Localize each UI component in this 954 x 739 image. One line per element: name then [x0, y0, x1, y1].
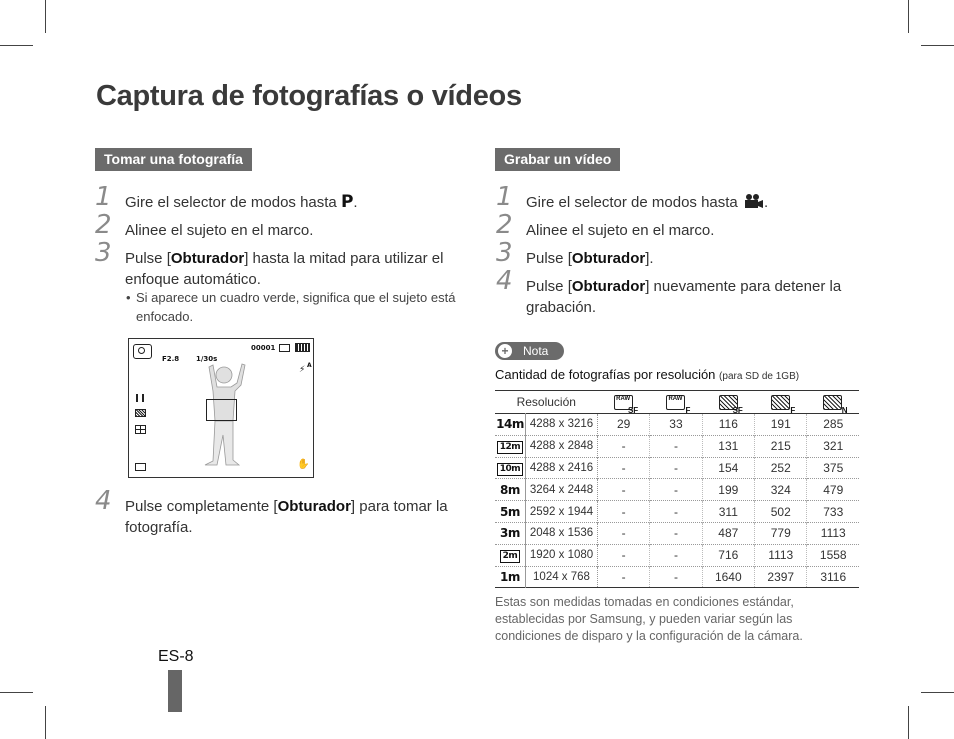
plus-icon: +: [498, 344, 512, 358]
photo-step-1: [95, 182, 455, 213]
photo-step-2: [95, 210, 455, 241]
photo-count: -: [650, 544, 702, 566]
resolution-size: 4288 x 2848: [525, 435, 597, 457]
battery-icon: [295, 343, 310, 352]
resolution-size: 2592 x 1944: [525, 501, 597, 523]
photo-count: -: [598, 544, 650, 566]
step-number: 2: [496, 210, 513, 240]
menu-icon: [135, 463, 146, 471]
table-row: [495, 457, 859, 479]
normal-icon: N: [823, 395, 842, 410]
video-step-1: [496, 182, 856, 213]
raw-fine-icon: RAW F: [668, 395, 691, 415]
photo-count: 191: [755, 414, 807, 436]
program-mode-icon: P: [340, 192, 354, 212]
photo-count: -: [650, 501, 702, 523]
photo-count: 502: [755, 501, 807, 523]
camera-mode-icon: [133, 344, 152, 359]
photo-step-4: [95, 486, 455, 538]
quality-header: [598, 391, 650, 414]
crop-mark: [45, 0, 46, 33]
resolution-header: Resolución: [516, 395, 576, 409]
table-row: [495, 544, 859, 566]
table-row: [495, 479, 859, 501]
photo-count: 479: [823, 482, 844, 497]
focus-frame: [206, 399, 237, 421]
table-row: [495, 566, 859, 588]
quality-header: [807, 391, 859, 414]
shutter-speed: 1/30s: [196, 355, 218, 363]
step-text: ] nuevamente para detener la grabación.: [526, 278, 842, 316]
crop-mark: [921, 692, 954, 693]
resolution-icon-cell: [495, 501, 525, 523]
photo-count: 154: [702, 457, 754, 479]
crop-mark: [0, 45, 33, 46]
photo-count: 1640: [702, 566, 754, 588]
resolution-12m-icon: 12m: [497, 441, 523, 454]
photo-count: 285: [823, 417, 844, 432]
resolution-5m-icon: 5m: [500, 504, 520, 519]
step-number: 1: [496, 182, 513, 212]
shutter-key: Obturador: [571, 250, 646, 267]
page-title: Captura de fotografías o vídeos: [96, 80, 522, 112]
table-row: [495, 501, 859, 523]
photo-count: 1558: [819, 548, 847, 563]
memory-card-icon: [279, 344, 290, 352]
shutter-key: Obturador: [277, 498, 351, 515]
resolution-14m-icon: 14m: [496, 417, 524, 432]
photo-count: 324: [755, 479, 807, 501]
photo-count: 131: [702, 435, 754, 457]
photo-count: -: [598, 566, 650, 588]
fine-icon: F: [771, 395, 790, 410]
photo-count: 487: [702, 522, 754, 544]
resolution-8m-icon: 8m: [500, 482, 520, 497]
photo-count: 29: [598, 414, 650, 436]
step-text: Pulse completamente [: [125, 498, 278, 515]
aperture-value: F2.8: [162, 355, 180, 363]
section-heading-video: Grabar un vídeo: [495, 148, 620, 171]
step-number: 3: [496, 238, 513, 268]
photo-count: 3116: [820, 569, 847, 584]
video-step-2: [496, 210, 856, 241]
resolution-3m-icon: 3m: [500, 526, 520, 541]
quality-header: [702, 391, 754, 414]
superfine-icon: SF: [719, 395, 738, 410]
table-row: [495, 414, 859, 436]
step-number: 1: [95, 182, 112, 212]
crop-mark: [45, 706, 46, 739]
crop-mark: [908, 706, 909, 739]
footnote: Estas son medidas tomadas en condiciones estándar, establecidas por Samsung, y pueden variar según las condiciones de disparo y la configuración de la cámara.: [495, 595, 803, 643]
step-text: Alinee el sujeto en el marco.: [125, 222, 314, 239]
step-text: Pulse [: [526, 250, 572, 267]
step-text: ] hasta la mitad para utilizar el enfoque automático.: [125, 250, 444, 288]
step-text: Pulse [: [526, 278, 572, 295]
section-heading-photo: Tomar una fotografía: [95, 148, 252, 171]
step-number: 4: [95, 486, 112, 516]
step-number: 3: [95, 238, 112, 268]
flash-icon: ⚡: [299, 365, 306, 375]
note-badge: [495, 342, 564, 360]
photo-count: -: [598, 479, 650, 501]
size-icon: [136, 394, 144, 402]
resolution-size: 1920 x 1080: [525, 544, 597, 566]
resolution-size: 2048 x 1536: [525, 522, 597, 544]
page-tab-bar: [168, 670, 182, 712]
crop-mark: [921, 45, 954, 46]
note-label: Nota: [523, 344, 549, 358]
photo-count: -: [650, 457, 702, 479]
step-text: ] para tomar la fotografía.: [125, 498, 448, 536]
quality-header: [755, 391, 807, 414]
photo-count: 116: [702, 414, 754, 436]
photo-count: 779: [755, 522, 807, 544]
photo-count: 33: [650, 414, 702, 436]
resolution-size: 4288 x 2416: [525, 457, 597, 479]
resolution-size: 1024 x 768: [525, 566, 597, 588]
table-caption: [495, 367, 799, 382]
photo-count: -: [650, 566, 702, 588]
focus-bullet: • Si aparece un cuadro verde, significa que el sujeto está enfocado.: [136, 288, 456, 326]
photo-count: -: [650, 522, 702, 544]
step-text: Gire el selector de modos hasta: [125, 194, 337, 211]
table-caption-note: (para SD de 1GB): [719, 371, 800, 382]
table-header-row: [495, 391, 859, 414]
resolution-icon-cell: [495, 566, 525, 588]
resolution-icon-cell: [495, 435, 525, 457]
step-text: Pulse [: [125, 250, 171, 267]
step-number: 4: [496, 266, 513, 296]
resolution-icon-cell: [495, 544, 525, 566]
step-text: Gire el selector de modos hasta: [526, 194, 738, 211]
flash-mode: A: [307, 362, 312, 369]
crop-mark: [0, 692, 33, 693]
photo-step-3: [95, 238, 457, 290]
step-number: 2: [95, 210, 112, 240]
photo-count: -: [650, 435, 702, 457]
resolution-2m-icon: 2m: [500, 550, 521, 563]
resolution-1m-icon: 1m: [500, 569, 520, 584]
resolution-icon-cell: [495, 479, 525, 501]
photo-count: 375: [823, 460, 844, 475]
photo-count: -: [598, 435, 650, 457]
shutter-key: Obturador: [571, 278, 646, 295]
shot-counter: 00001: [251, 344, 276, 352]
photo-count: 199: [702, 479, 754, 501]
camera-screen: [128, 338, 314, 478]
photo-count: -: [598, 522, 650, 544]
photo-count: -: [598, 457, 650, 479]
anti-shake-icon: ✋: [297, 459, 310, 470]
photo-count: 733: [823, 504, 844, 519]
resolution-icon-cell: [495, 522, 525, 544]
video-step-3: [496, 238, 856, 269]
page-number: ES-8: [158, 648, 194, 665]
step-text: Alinee el sujeto en el marco.: [526, 222, 715, 239]
photo-count: 1113: [820, 526, 846, 541]
table-row: [495, 435, 859, 457]
table-row: [495, 522, 859, 544]
shutter-key: Obturador: [170, 250, 245, 267]
video-step-4: [496, 266, 858, 318]
step-text: ].: [645, 250, 654, 267]
resolution-icon-cell: [495, 457, 525, 479]
photo-count: 2397: [755, 566, 807, 588]
raw-superfine-icon: RAW SF: [616, 395, 639, 415]
movie-camera-icon: [742, 193, 764, 209]
resolution-icon-cell: [495, 414, 525, 436]
photo-count: 215: [755, 435, 807, 457]
resolution-size: 4288 x 3216: [525, 414, 597, 436]
step-text-end: .: [353, 194, 358, 211]
photo-count: 1113: [755, 544, 807, 566]
step-text-end: .: [763, 194, 769, 211]
quality-header: [650, 391, 702, 414]
photo-count: -: [598, 501, 650, 523]
resolution-table: [495, 390, 859, 588]
resolution-size: 3264 x 2448: [525, 479, 597, 501]
resolution-10m-icon: 10m: [497, 463, 523, 476]
crop-mark: [908, 0, 909, 33]
table-caption-text: Cantidad de fotografías por resolución: [495, 367, 716, 382]
photo-count: 716: [702, 544, 754, 566]
photo-count: -: [650, 479, 702, 501]
metering-icon: [135, 425, 146, 434]
photo-count: 311: [702, 501, 754, 523]
photo-count: 252: [755, 457, 807, 479]
photo-count: 321: [823, 439, 844, 454]
quality-icon: [135, 409, 146, 417]
